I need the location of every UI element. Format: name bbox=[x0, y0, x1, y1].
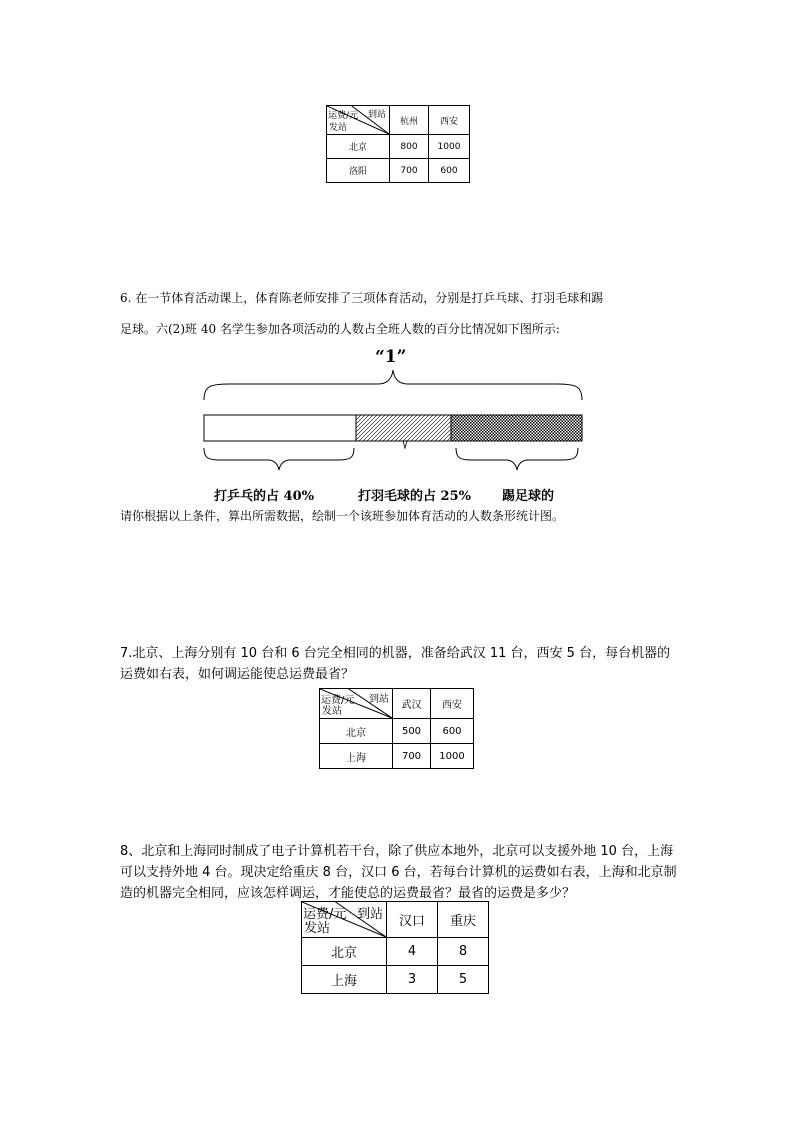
table-cell: 1000 bbox=[431, 744, 474, 769]
whole-label: “1” bbox=[375, 347, 407, 367]
header-from-station: 发站 bbox=[304, 921, 331, 936]
q7-text: 7.北京、上海分别有 10 台和 6 台完全相同的机器，准备给武汉 11 台，西安 5 台，每台机器的运费如右表，如何调运能使总运费最省？ bbox=[120, 646, 671, 682]
row-label: 北京 bbox=[302, 938, 387, 966]
bar-segment-badminton bbox=[356, 415, 451, 441]
table-row bbox=[302, 966, 489, 994]
percentage-bar-diagram bbox=[200, 368, 590, 478]
header-freight: 运费/元 bbox=[321, 695, 355, 706]
header-freight: 运费/元 bbox=[328, 111, 359, 121]
table-row bbox=[327, 135, 470, 159]
row-label: 上海 bbox=[320, 744, 393, 769]
table-cell: 500 bbox=[393, 719, 431, 744]
q6-instruction: 请你根据以上条件，算出所需数据，绘制一个该班参加体育活动的人数条形统计图。 bbox=[120, 509, 565, 523]
column-header: 武汉 bbox=[393, 689, 431, 719]
table-cell: 600 bbox=[431, 719, 474, 744]
column-header: 重庆 bbox=[438, 902, 489, 938]
q6-line-1: 6. 在一节体育活动课上，体育陈老师安排了三项体育活动，分别是打乒乓球、打羽毛球和踢 bbox=[120, 291, 604, 305]
table-row bbox=[327, 159, 470, 183]
table-row bbox=[302, 938, 489, 966]
column-header: 西安 bbox=[429, 106, 470, 135]
brace-football bbox=[456, 448, 578, 470]
table-cell: 8 bbox=[438, 938, 489, 966]
table-row bbox=[320, 744, 474, 769]
brace-pingpong bbox=[204, 448, 354, 470]
label-football: 踢足球的 bbox=[502, 489, 555, 504]
row-label: 上海 bbox=[302, 966, 387, 994]
table-cell: 3 bbox=[387, 966, 438, 994]
table-cell: 600 bbox=[429, 159, 470, 183]
label-pingpong: 打乒乓的占 40% bbox=[214, 489, 314, 504]
header-from-station: 发站 bbox=[322, 706, 342, 717]
q8-text: 8、北京和上海同时制成了电子计算机若干台，除了供应本地外，北京可以支援外地 10 台，上海可以支持外地 4 台。现决定给重庆 8 台，汉口 6 台，若每台计算机的运费如右表，上海和北京制造的机器完全相同，应该怎样调运，才能使总的运费最省？最省的运费是多少？ bbox=[120, 844, 677, 901]
freight-table-2 bbox=[319, 688, 474, 769]
table-row bbox=[320, 719, 474, 744]
q6-line-2: 足球。六(2)班 40 名学生参加各项活动的人数占全班人数的百分比情况如下图所示: bbox=[120, 322, 560, 336]
column-header: 杭州 bbox=[390, 106, 429, 135]
freight-table-1 bbox=[326, 105, 470, 183]
column-header: 汉口 bbox=[387, 902, 438, 938]
table-diagonal-header bbox=[320, 689, 393, 719]
table-cell: 700 bbox=[393, 744, 431, 769]
freight-table-3 bbox=[301, 901, 489, 994]
bar-segment-pingpong bbox=[204, 415, 356, 441]
label-badminton: 打羽毛球的占 25% bbox=[358, 489, 471, 504]
column-header: 西安 bbox=[431, 689, 474, 719]
row-label: 北京 bbox=[327, 135, 390, 159]
row-label: 北京 bbox=[320, 719, 393, 744]
top-brace bbox=[204, 370, 582, 400]
header-freight: 运费/元 bbox=[303, 907, 347, 922]
header-to-station: 到站 bbox=[367, 110, 386, 120]
table-diagonal-header bbox=[327, 106, 390, 135]
table-cell: 5 bbox=[438, 966, 489, 994]
header-to-station: 到站 bbox=[369, 694, 389, 705]
header-from-station: 发站 bbox=[329, 123, 348, 133]
table-cell: 700 bbox=[390, 159, 429, 183]
header-to-station: 到站 bbox=[356, 907, 383, 922]
bar-segment-football bbox=[451, 415, 582, 441]
table-cell: 800 bbox=[390, 135, 429, 159]
table-cell: 1000 bbox=[429, 135, 470, 159]
table-cell: 4 bbox=[387, 938, 438, 966]
table-diagonal-header bbox=[302, 902, 387, 938]
row-label: 洛阳 bbox=[327, 159, 390, 183]
